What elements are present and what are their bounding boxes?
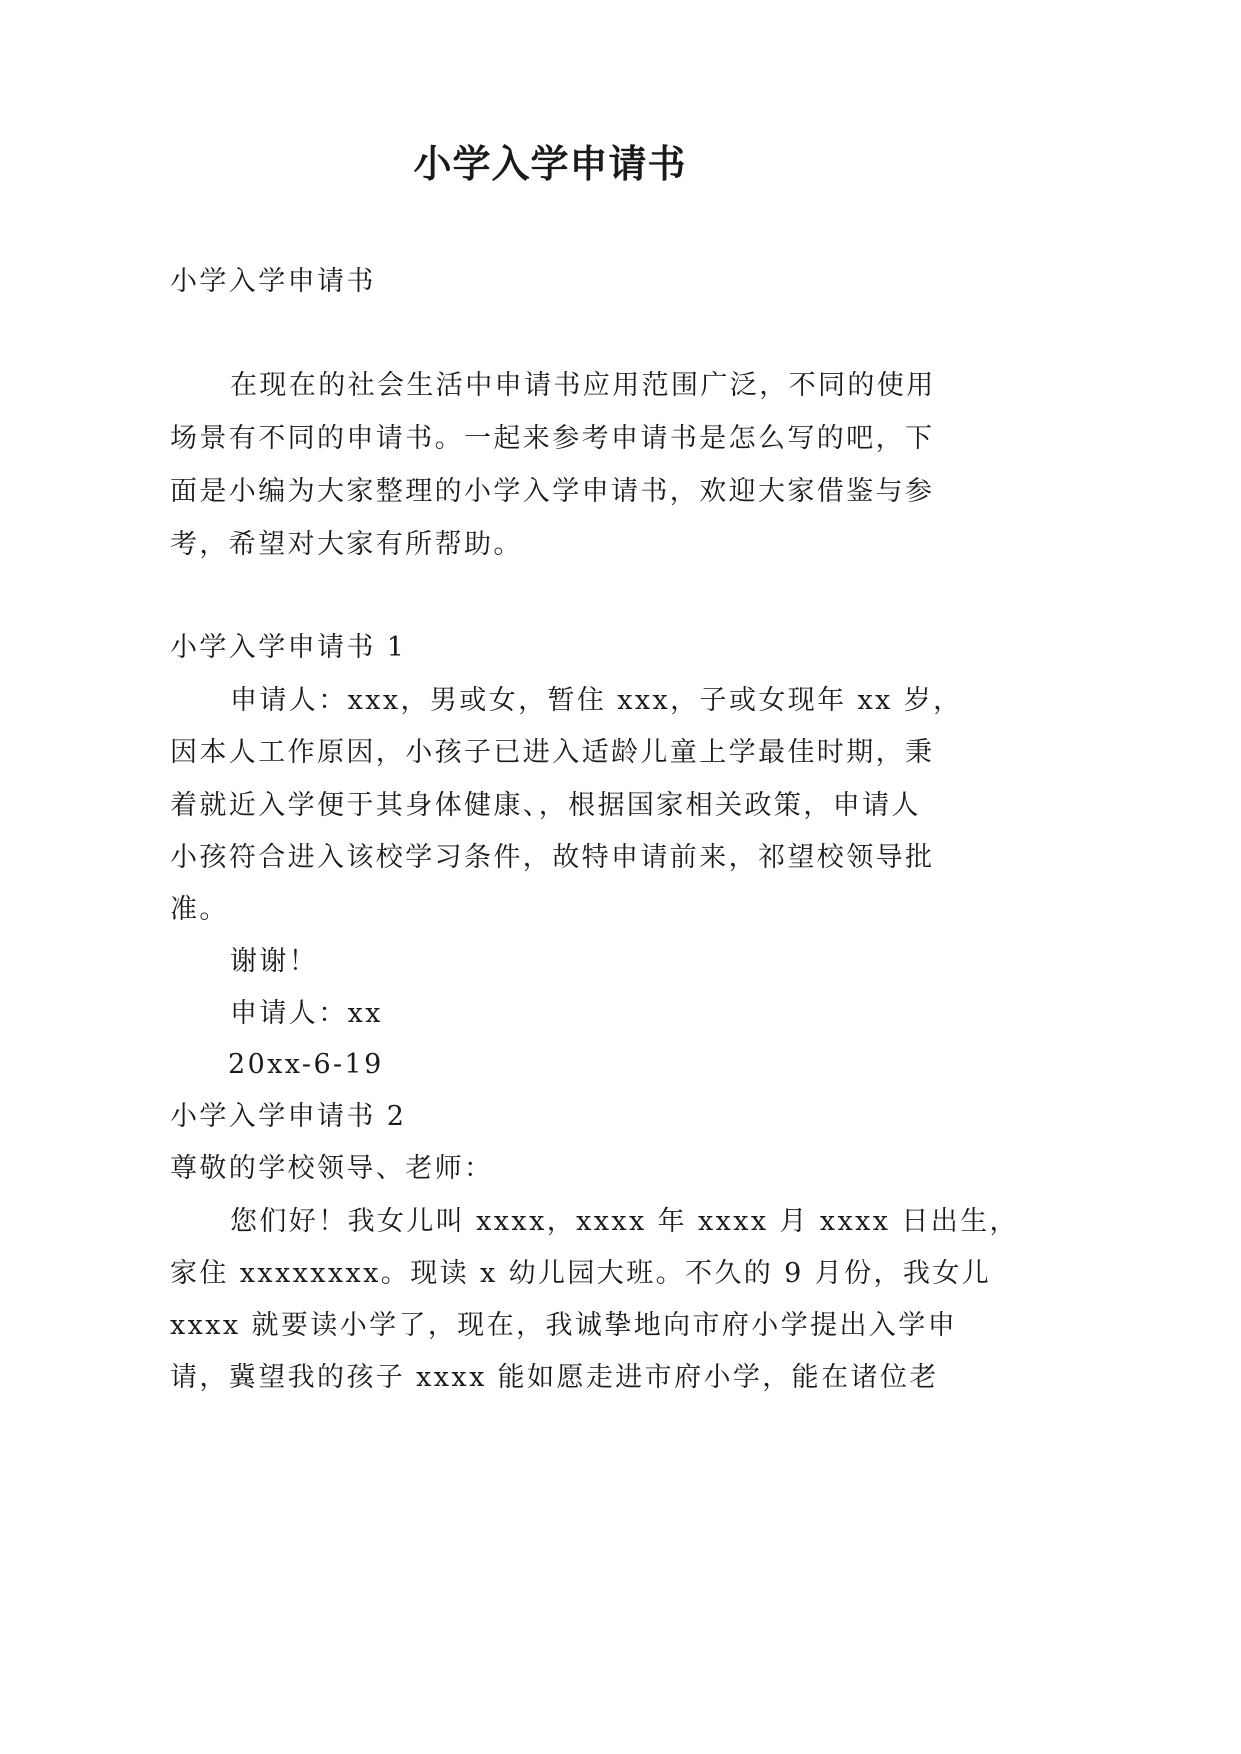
section1-heading: 小学入学申请书 1 — [170, 632, 407, 663]
intro-line: 场景有不同的申请书。一起来参考申请书是怎么写的吧，下 — [170, 423, 935, 454]
intro-line: 在现在的社会生活中申请书应用范围广泛，不同的使用 — [230, 370, 936, 401]
section1-thanks: 谢谢！ — [230, 946, 319, 977]
section2-body-line: 您们好！我女儿叫 xxxx，xxxx 年 xxxx 月 xxxx 日出生， — [230, 1206, 1019, 1237]
section1-body-line: 准。 — [170, 894, 229, 925]
section1-body-line: 着就近入学便于其身体健康、，根据国家相关政策，申请人 — [170, 790, 921, 821]
section1-body-line: 申请人：xxx，男或女，暂住 xxx，子或女现年 xx 岁， — [230, 685, 963, 716]
section2-body-line: xxxx 就要读小学了，现在，我诚挚地向市府小学提出入学申 — [170, 1310, 958, 1341]
section1-signature: 申请人：xx — [230, 998, 383, 1029]
section2-salutation: 尊敬的学校领导、老师： — [170, 1153, 494, 1184]
section1-body-line: 小孩符合进入该校学习条件，故特申请前来，祁望校领导批 — [170, 842, 935, 873]
intro-line: 考，希望对大家有所帮助。 — [170, 529, 523, 560]
document-title: 小学入学申请书 — [413, 141, 687, 186]
section2-body-line: 家住 xxxxxxxx。现读 x 幼儿园大班。不久的 9 月份，我女儿 — [170, 1258, 992, 1289]
section2-body-line: 请，冀望我的孩子 xxxx 能如愿走进市府小学，能在诸位老 — [170, 1362, 939, 1393]
intro-line: 面是小编为大家整理的小学入学申请书，欢迎大家借鉴与参 — [170, 476, 935, 507]
document-subtitle: 小学入学申请书 — [170, 266, 376, 297]
section2-heading: 小学入学申请书 2 — [170, 1101, 407, 1132]
section1-body-line: 因本人工作原因，小孩子已进入适龄儿童上学最佳时期，秉 — [170, 737, 935, 768]
section1-date: 20xx-6-19 — [228, 1049, 384, 1080]
